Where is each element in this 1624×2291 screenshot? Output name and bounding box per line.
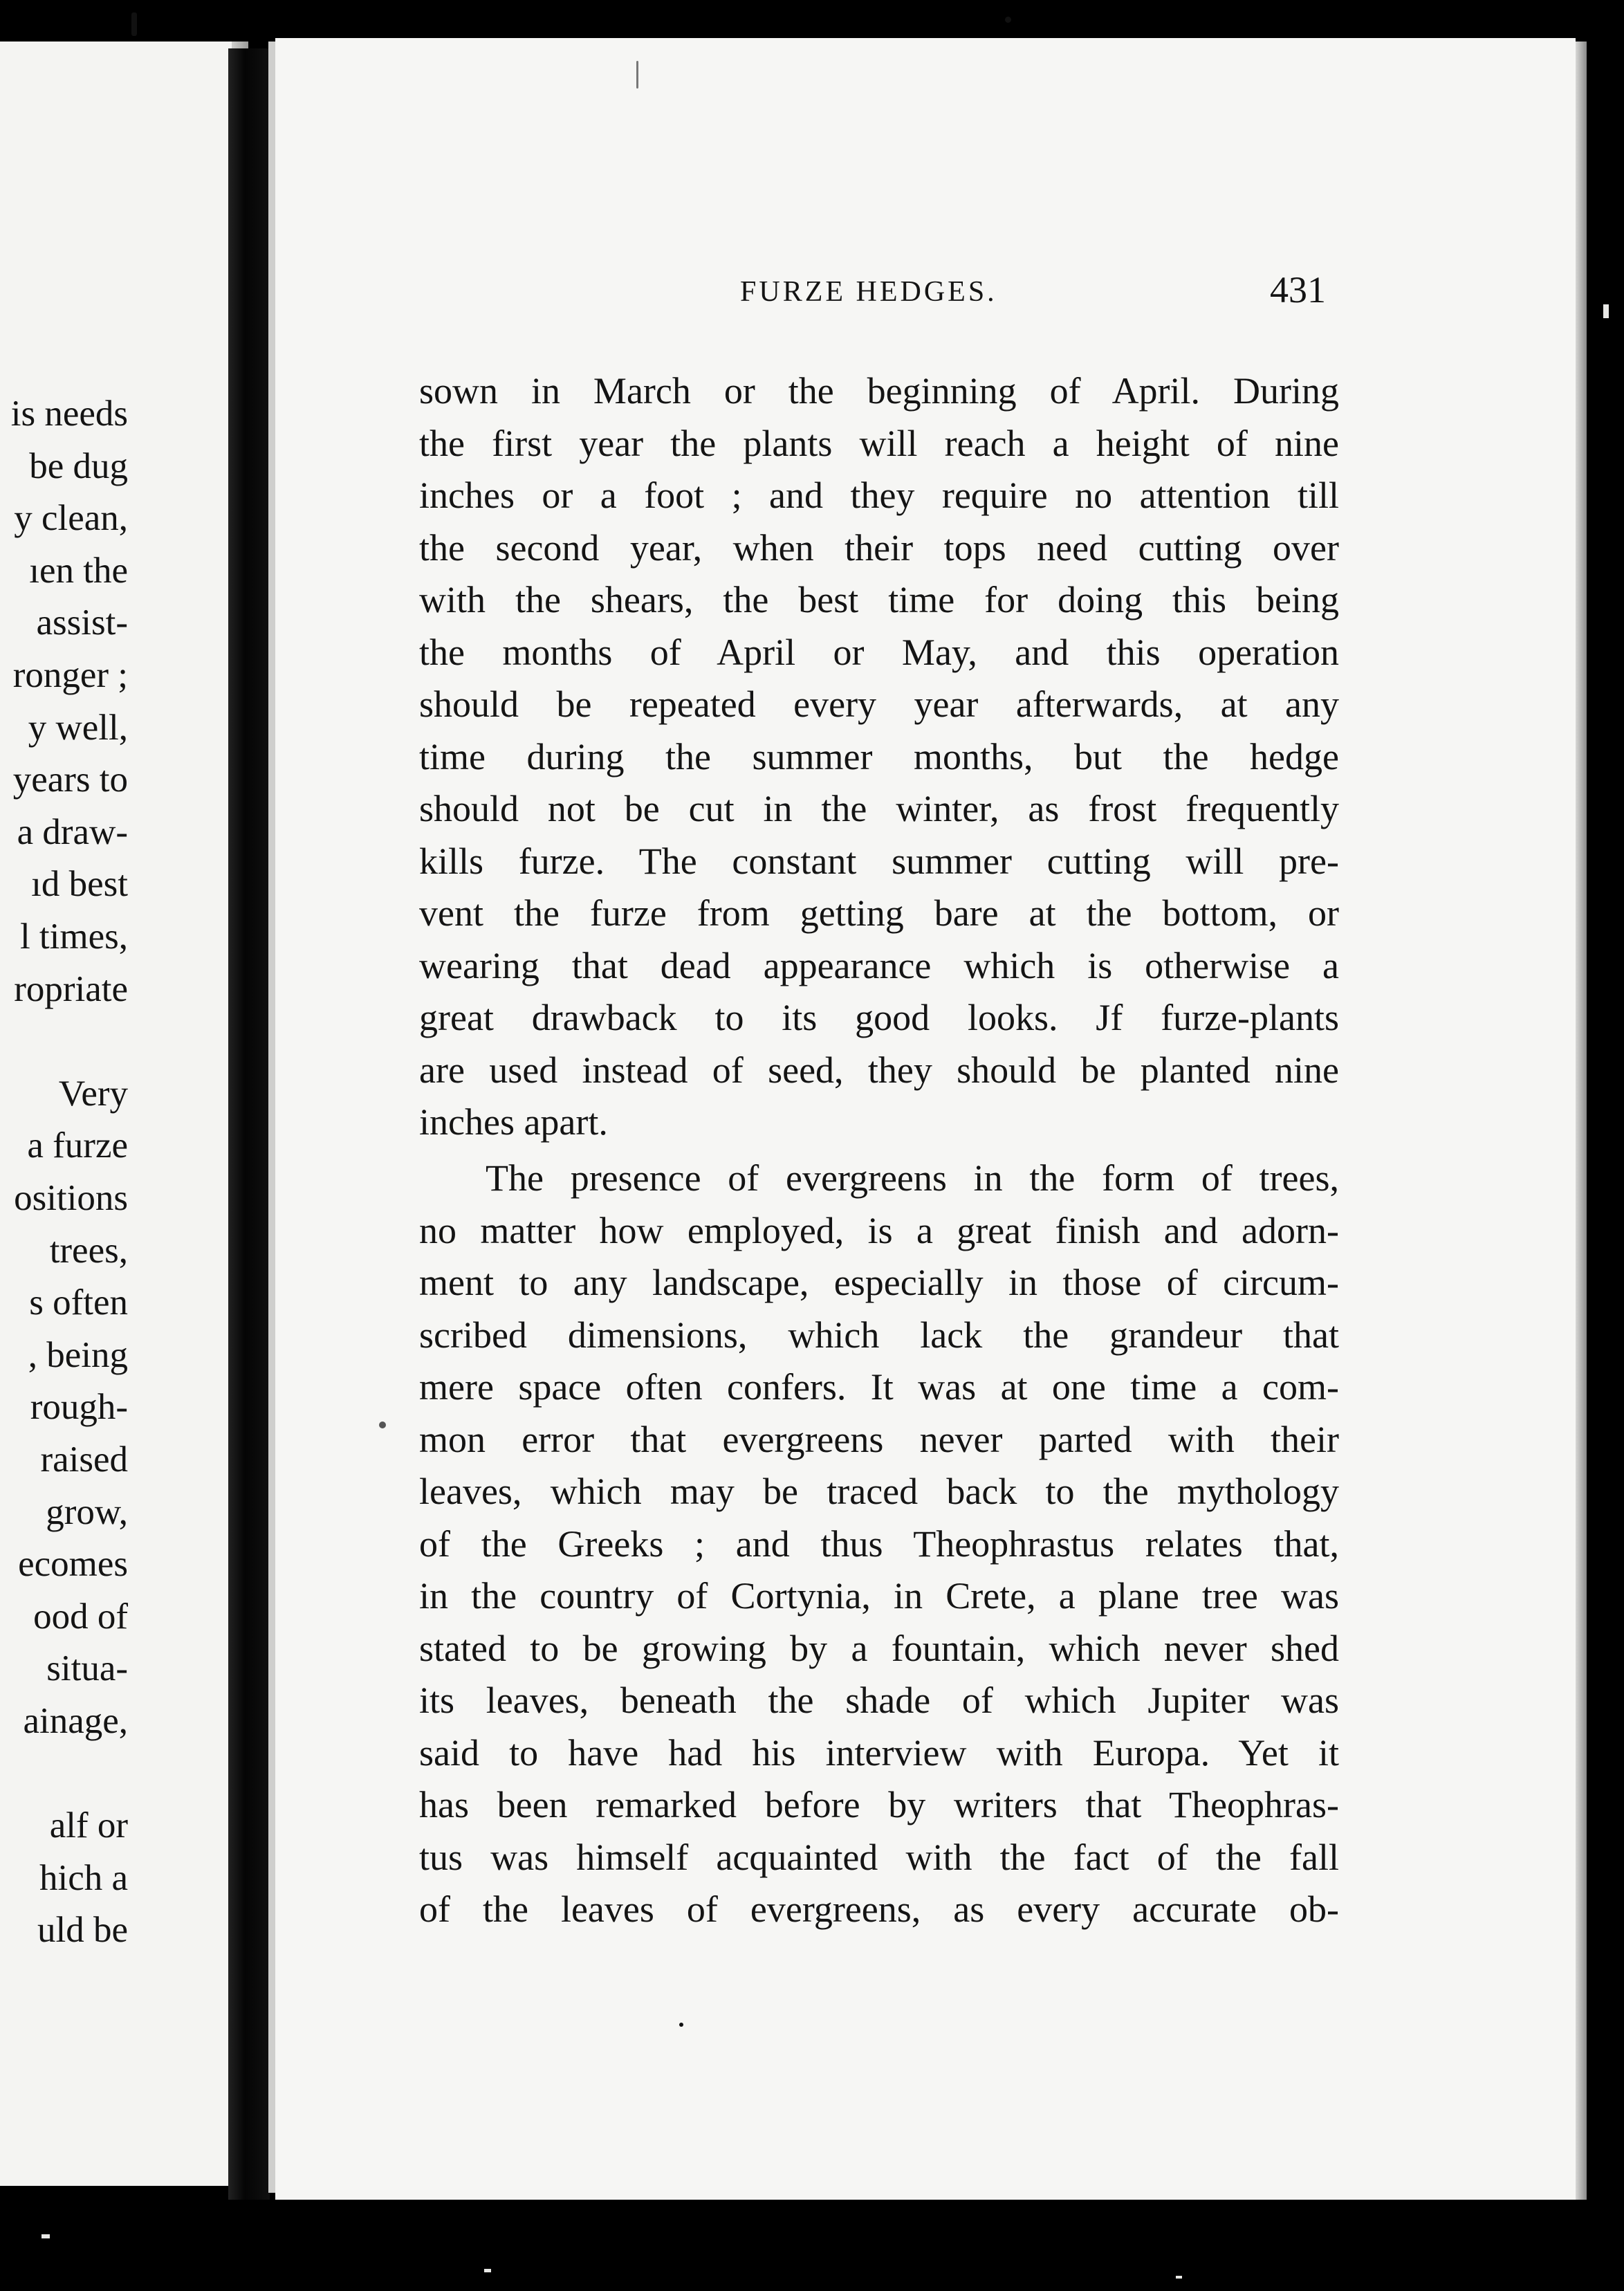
left-page-line: a draw-	[17, 811, 128, 852]
text-line: tus was himself acquainted with the fact of the fall	[419, 1836, 1339, 1878]
page-number: 431	[1270, 269, 1326, 311]
text-line: with the shears, the best time for doing this being	[419, 579, 1339, 620]
text-line: inches apart.	[419, 1101, 608, 1143]
scan-artifact	[484, 2269, 491, 2272]
text-line: of the leaves of evergreens, as every accurate ob-	[419, 1888, 1339, 1930]
left-page-line: years to	[12, 760, 128, 800]
left-page	[0, 42, 239, 2186]
text-line: the first year the plants will reach a height of nine	[419, 422, 1339, 464]
left-page-line: ronger ;	[12, 655, 128, 695]
text-line: time during the summer months, but the hedge	[419, 735, 1339, 778]
left-page-line: uld be	[37, 1910, 128, 1951]
left-page-line: hich a	[39, 1857, 128, 1898]
right-page-edge	[1576, 42, 1587, 2200]
ink-speck	[1005, 17, 1011, 23]
running-head: FURZE HEDGES.	[740, 276, 997, 308]
text-line: kills furze. The constant summer cutting will pre-	[419, 840, 1339, 882]
ink-speck	[679, 2023, 683, 2027]
text-line: the second year, when their tops need cutting over	[419, 526, 1339, 569]
left-page-line: alf or	[49, 1805, 128, 1846]
left-page-line: y clean,	[14, 498, 128, 539]
text-line: said to have had his interview with Europa. Yet it	[419, 1731, 1339, 1774]
text-line: great drawback to its good looks. Jf furze-plants	[419, 997, 1339, 1038]
book-gutter	[228, 48, 270, 2200]
text-line: are used instead of seed, they should be planted nine	[419, 1049, 1339, 1091]
ink-speck	[379, 1421, 386, 1428]
left-page-line: y well,	[28, 707, 128, 748]
text-line: inches or a foot ; and they require no attention till	[419, 475, 1339, 516]
left-page-line: ositions	[14, 1178, 128, 1218]
text-line: has been remarked before by writers that Theophras-	[419, 1784, 1339, 1825]
ink-speck	[636, 61, 638, 89]
scan-artifact	[41, 2234, 50, 2238]
left-page-line: trees,	[49, 1230, 128, 1271]
text-line: of the Greeks ; and thus Theophrastus relates that,	[419, 1522, 1339, 1565]
left-page-line: ainage,	[23, 1701, 128, 1741]
text-line: should not be cut in the winter, as frost frequently	[419, 788, 1339, 829]
text-line: scribed dimensions, which lack the grandeur that	[419, 1314, 1339, 1356]
text-line: ment to any landscape, especially in those of circum-	[419, 1262, 1339, 1303]
left-page-line: , being	[28, 1334, 128, 1375]
text-line: leaves, which may be traced back to the mythology	[419, 1471, 1339, 1512]
left-page-line: rough-	[30, 1387, 128, 1428]
left-page-line: ood of	[33, 1596, 128, 1637]
text-line: wearing that dead appearance which is otherwise a	[419, 944, 1339, 986]
gutter-edge	[268, 42, 275, 2193]
scan-artifact	[1176, 2276, 1182, 2279]
left-page-line: situa-	[46, 1648, 128, 1689]
text-line: mere space often confers. It was at one time a com-	[419, 1366, 1339, 1408]
left-page-line: be dug	[29, 445, 128, 486]
left-page-line: Very	[58, 1073, 128, 1114]
text-line: should be repeated every year afterwards, at any	[419, 683, 1339, 725]
text-line: sown in March or the beginning of April. During	[419, 370, 1339, 412]
text-line: The presence of evergreens in the form of trees,	[486, 1157, 1339, 1199]
left-page-line: ıd best	[31, 864, 128, 905]
text-line: in the country of Cortynia, in Crete, a plane tree was	[419, 1575, 1339, 1617]
scan-artifact	[1603, 304, 1609, 318]
left-page-line: ropriate	[14, 968, 128, 1009]
text-line: stated to be growing by a fountain, which never shed	[419, 1627, 1339, 1669]
left-page-line: ecomes	[18, 1544, 128, 1585]
text-line: mon error that evergreens never parted with their	[419, 1418, 1339, 1460]
ink-speck	[131, 12, 137, 36]
left-page-line: assist-	[36, 602, 128, 643]
text-line: vent the furze from getting bare at the bottom, or	[419, 892, 1339, 934]
text-line: no matter how employed, is a great finish and adorn-	[419, 1209, 1339, 1251]
text-line: the months of April or May, and this operation	[419, 631, 1339, 673]
left-page-line: is needs	[10, 394, 128, 434]
text-line: its leaves, beneath the shade of which Jupiter was	[419, 1680, 1339, 1721]
left-page-line: grow,	[46, 1491, 128, 1532]
left-page-line: a furze	[27, 1125, 128, 1166]
left-page-line: raised	[40, 1439, 128, 1480]
left-page-line: l times,	[19, 917, 128, 957]
left-page-line: s often	[29, 1282, 128, 1323]
left-page-line: ıen the	[29, 550, 128, 591]
